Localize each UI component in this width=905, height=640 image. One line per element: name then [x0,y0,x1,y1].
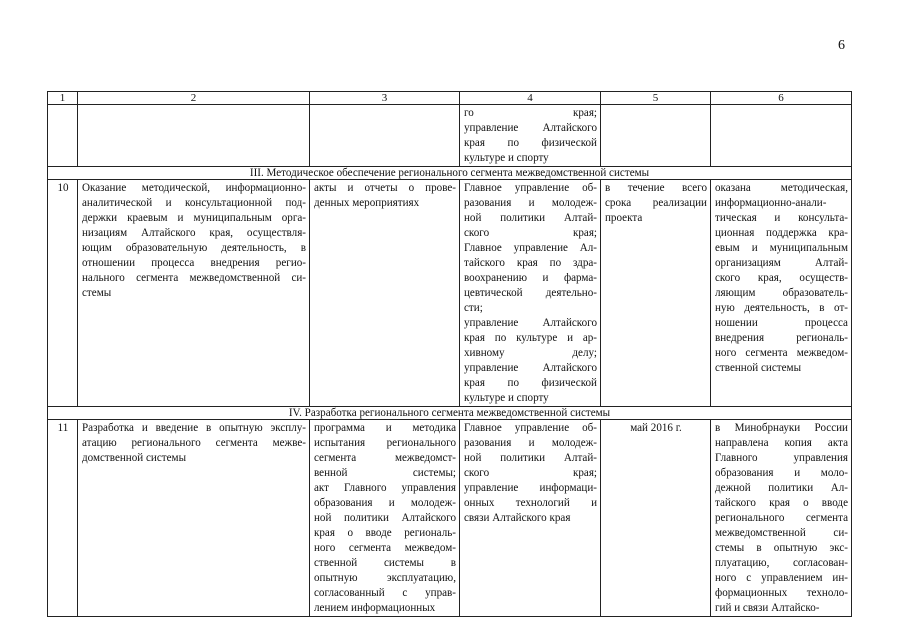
plan-table [47,91,852,617]
cell-line: стемы в опытную экс- [715,542,848,554]
cell-line: Главное управление об- [464,422,597,434]
cell-line: дежной политики Ал- [715,482,848,494]
row-number: 10 [48,180,78,407]
cell-line: ционная поддержка кра- [715,227,848,239]
activity-cell [78,420,310,617]
cell-line: май 2016 г. [630,422,682,434]
cell-line: управление информаци- [464,482,597,494]
column-number: 5 [601,92,711,105]
cell-line: отношении процесса внедрения регио- [82,257,306,269]
cell-line: организациям Алтай- [715,257,848,269]
cell-line: ношении процесса [715,317,848,329]
cell-line: испытания регионального [314,437,456,449]
cell-line: ляющим образователь- [715,287,848,299]
cell-line: стемы [82,287,112,299]
cell-line: онных технологий и [464,497,597,509]
table-cell [601,105,711,167]
cell-line: формационных техноло- [715,587,848,599]
cell-line: ского края; [464,467,597,479]
continuation-row [48,105,852,167]
cell-line: программа и методика [314,422,456,434]
cell-line: Главное управление Ал- [464,242,597,254]
cell-line: ственной системы в [314,557,456,569]
cell-line: края по физической [464,377,597,389]
cell-line: ного с управлением ин- [715,572,848,584]
cell-line: тическая и консульта- [715,212,848,224]
cell-line: проекта [605,212,643,224]
cell-line: воохранению и фарма- [464,272,597,284]
section-title: III. Методическое обеспечение регионального сегмента межведомственной системы [48,167,852,180]
cell-line: срока реализации [605,197,707,209]
cell-line: лением информационных [314,602,436,614]
cell-line: ной политики Алтай- [464,212,597,224]
cell-line: ной политики Алтайского [314,512,456,524]
executors-cell [460,180,601,407]
cell-line: низациям Алтайского края, осуществля- [82,227,306,239]
section-title: IV. Разработка регионального сегмента межведомственной системы [48,407,852,420]
executors-cell [460,420,601,617]
cell-line: образования и моло- [715,467,848,479]
cell-line: в Минобрнауки России [715,422,848,434]
cell-line: культуре и спорту [464,152,549,164]
cell-line: Главного управления [715,452,848,464]
document-cell [310,420,460,617]
table-row [48,180,852,407]
cell-line: аналитической и консультационной под- [82,197,306,209]
cell-line: цевтической деятельно- [464,287,597,299]
term-cell [601,180,711,407]
cell-line: тайского края по здра- [464,257,597,269]
cell-line: атацию регионального сегмента межве- [82,437,306,449]
column-number: 3 [310,92,460,105]
table-cell [78,105,310,167]
cell-line: ного сегмента межведом- [314,542,456,554]
cell-line: го края; [464,107,597,119]
section-heading-row [48,407,852,420]
cell-line: в течение всего [605,182,707,194]
cell-line: опытную эксплуатацию, [314,572,456,584]
cell-line: домственной системы [82,452,187,464]
cell-line: ющим образовательную деятельность, в [82,242,306,254]
table-row [48,420,852,617]
cell-line: ного сегмента межведом- [715,347,848,359]
cell-line: ского края; [464,227,597,239]
column-number: 2 [78,92,310,105]
cell-line: внедрения региональ- [715,332,848,344]
table-cell [711,105,852,167]
cell-line: акты и отчеты о прове- [314,182,456,194]
result-cell [711,180,852,407]
result-cell [711,420,852,617]
cell-line: управление Алтайского [464,317,597,329]
cell-line: ственной системы [715,362,802,374]
cell-line: межведомственной си- [715,527,848,539]
cell-line: оказана методическая, [715,182,848,194]
table-cell [48,105,78,167]
cell-line: Главное управление об- [464,182,597,194]
cell-line: края по физической [464,137,597,149]
row-number: 11 [48,420,78,617]
cell-line: держки краевым и муниципальным орга- [82,212,306,224]
cell-line: гий и связи Алтайско- [715,602,820,614]
cell-line: плуатацию, согласован- [715,557,848,569]
cell-line: евым и муниципальным [715,242,848,254]
cell-line: Разработка и введение в опытную эксплу- [82,422,306,434]
cell-line: управление Алтайского [464,362,597,374]
cell-line: Оказание методической, информационно- [82,182,306,194]
cell-line: тайского края о вводе [715,497,848,509]
cell-line: образования и молодеж- [314,497,456,509]
cell-line: денных мероприятиях [314,197,420,209]
activity-cell [78,180,310,407]
cell-line: информационно-анали- [715,197,827,209]
cell-line: ского края, осуществ- [715,272,848,284]
column-number: 1 [48,92,78,105]
cell-line: края по культуре и ар- [464,332,597,344]
cell-line: разования и молодеж- [464,437,597,449]
cell-line: ной политики Алтай- [464,452,597,464]
cell-line: культуре и спорту [464,392,549,404]
cell-line: края о вводе региональ- [314,527,456,539]
cell-line: управление Алтайского [464,122,597,134]
cell-line: хивному делу; [464,347,597,359]
cell-line: связи Алтайского края [464,512,571,524]
executors-cell [460,105,601,167]
document-cell [310,180,460,407]
cell-line: разования и молодеж- [464,197,597,209]
column-number: 6 [711,92,852,105]
cell-line: сегмента межведомст- [314,452,456,464]
cell-line: регионального сегмента [715,512,848,524]
cell-line: направлена копия акта [715,437,848,449]
cell-line: ную деятельность, в от- [715,302,848,314]
cell-line: согласованный с управ- [314,587,456,599]
page-number: 6 [838,38,845,53]
cell-line: сти; [464,302,483,314]
cell-line: венной системы; [314,467,456,479]
term-cell [601,420,711,617]
cell-line: нального сегмента межведомственной си- [82,272,306,284]
cell-line: акт Главного управления [314,482,456,494]
section-heading-row [48,167,852,180]
table-cell [310,105,460,167]
column-number-row [48,92,852,105]
column-number: 4 [460,92,601,105]
